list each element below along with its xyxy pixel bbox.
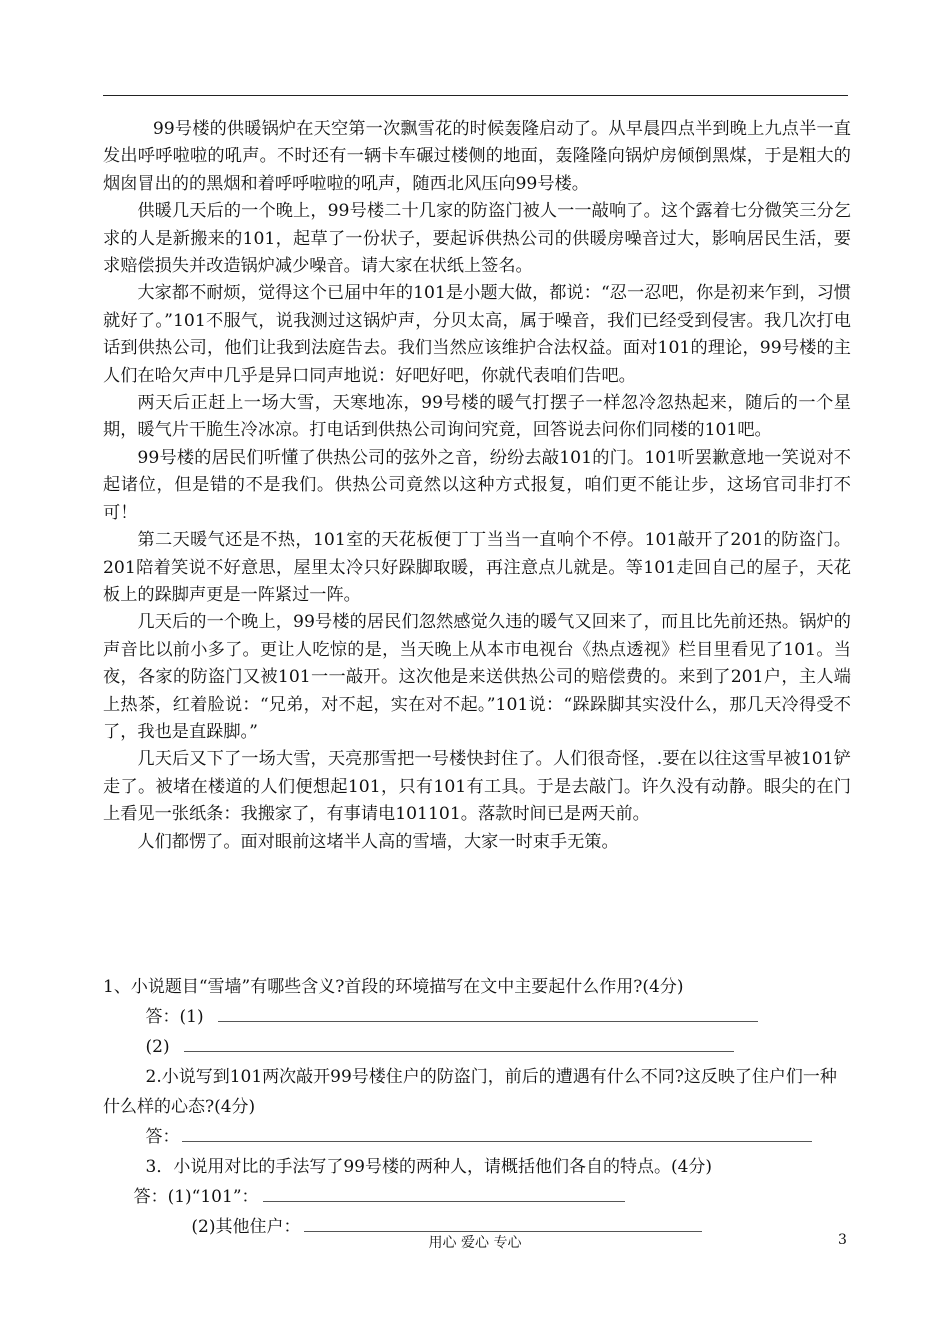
question-3: 3．小说用对比的手法写了99号楼的两种人，请概括他们各自的特点。(4分) — [145, 1157, 713, 1177]
story-paragraph-2: 供暖几天后的一个晚上，99号楼二十几家的防盗门被人一一敲响了。这个露着七分微笑三分乞求的人是新搬来的101，起草了一份状子，要起诉供热公司的供暖房噪音过大，影响居民生活，要求赔偿损失并改造锅炉减少噪音。请大家在状纸上签名。 — [103, 201, 851, 277]
answer-blank[interactable] — [304, 1215, 702, 1232]
story-paragraph-7: 几天后的一个晚上，99号楼的居民们忽然感觉久违的暖气又回来了，而且比先前还热。锅炉的声音比以前小多了。更让人吃惊的是，当天晚上从本市电视台《热点透视》栏目里看见了101。当夜，各家的防盗门又被101一一敲开。这次他是来送供热公司的赔偿费的。来到了201户，主人端上热茶，红着脸说：“兄弟，对不起，实在对不起。”101说：“跺跺脚其实没什么，那几天冷得受不了，我也是直跺脚。” — [103, 612, 851, 742]
story-paragraph-4: 两天后正赶上一场大雪，天寒地冻，99号楼的暖气打摆子一样忽冷忽热起来，随后的一个星期，暖气片干脆生冷冰凉。打电话到供热公司询问究竟，回答说去问你们同楼的101吧。 — [103, 393, 851, 441]
answer-1-line-2[interactable] — [103, 1032, 851, 1062]
answer-1-line-1[interactable] — [103, 1002, 851, 1032]
answer-2-label: 答： — [145, 1127, 180, 1147]
answer-blank[interactable] — [263, 1185, 625, 1202]
story-paragraph-1: 99号楼的供暖锅炉在天空第一次飘雪花的时候轰隆启动了。从早晨四点半到晚上九点半一直发出呼呼啦啦的吼声。不时还有一辆卡车碾过楼侧的地面，轰隆隆向锅炉房倾倒黑煤，于是粗大的烟囱冒出的的黑烟和着呼呼啦啦的吼声，随西北风压向99号楼。 — [103, 119, 851, 194]
story-paragraph-9: 人们都愣了。面对眼前这堵半人高的雪墙，大家一时束手无策。 — [137, 831, 619, 852]
answer-blank[interactable] — [184, 1035, 734, 1052]
answer-1-label-2: (2) — [145, 1037, 170, 1057]
answer-3-label-2: (2)其他住户： — [191, 1217, 301, 1237]
answer-1-label-1: 答：(1) — [145, 1007, 204, 1027]
answer-3-label-1: 答：(1)“101”： — [133, 1187, 259, 1207]
answer-blank[interactable] — [218, 1005, 758, 1022]
answer-3-line-1[interactable] — [103, 1182, 851, 1212]
question-section — [103, 972, 851, 1242]
question-2: 2.小说写到101两次敲开99号楼住户的防盗门，前后的遭遇有什么不同?这反映了住户们一种什么样的心态?(4分) — [103, 1067, 837, 1117]
answer-2-line[interactable] — [103, 1122, 851, 1152]
page-number: 3 — [838, 1232, 847, 1248]
question-1: 1、小说题目“雪墙”有哪些含义?首段的环境描写在文中主要起什么作用?(4分) — [103, 977, 684, 997]
story-paragraph-8: 几天后又下了一场大雪，天亮那雪把一号楼快封住了。人们很奇怪，.要在以往这雪早被101铲走了。被堵在楼道的人们便想起101，只有101有工具。于是去敲门。许久没有动静。眼尖的在门上看见一张纸条：我搬家了，有事请电101101。落款时间已是两天前。 — [103, 749, 851, 825]
story-paragraph-3: 大家都不耐烦，觉得这个已届中年的101是小题大做，都说：“忍一忍吧，你是初来乍到，习惯就好了。”101不服气，说我测过这锅炉声，分贝太高，属于噪音，我们已经受到侵害。我几次打电话到供热公司，他们让我到法庭告去。我们当然应该维护合法权益。面对101的理论，99号楼的主人们在哈欠声中几乎是异口同声地说：好吧好吧，你就代表咱们告吧。 — [103, 283, 851, 386]
story-paragraph-6: 第二天暖气还是不热，101室的天花板便丁丁当当一直响个不停。101敲开了201的防盗门。201陪着笑说不好意思，屋里太冷只好跺脚取暖，再注意点儿就是。等101走回自己的屋子，天花板上的跺脚声更是一阵紧过一阵。 — [103, 530, 851, 605]
answer-blank[interactable] — [182, 1125, 812, 1142]
story-body — [103, 116, 851, 856]
story-paragraph-5: 99号楼的居民们听懂了供热公司的弦外之音，纷纷去敲101的门。101听罢歉意地一笑说对不起诸位，但是错的不是我们。供热公司竟然以这种方式报复，咱们更不能让步，这场官司非打不可！ — [103, 447, 851, 523]
header-rule — [103, 95, 848, 96]
footer-slogan: 用心 爱心 专心 — [428, 1235, 522, 1251]
